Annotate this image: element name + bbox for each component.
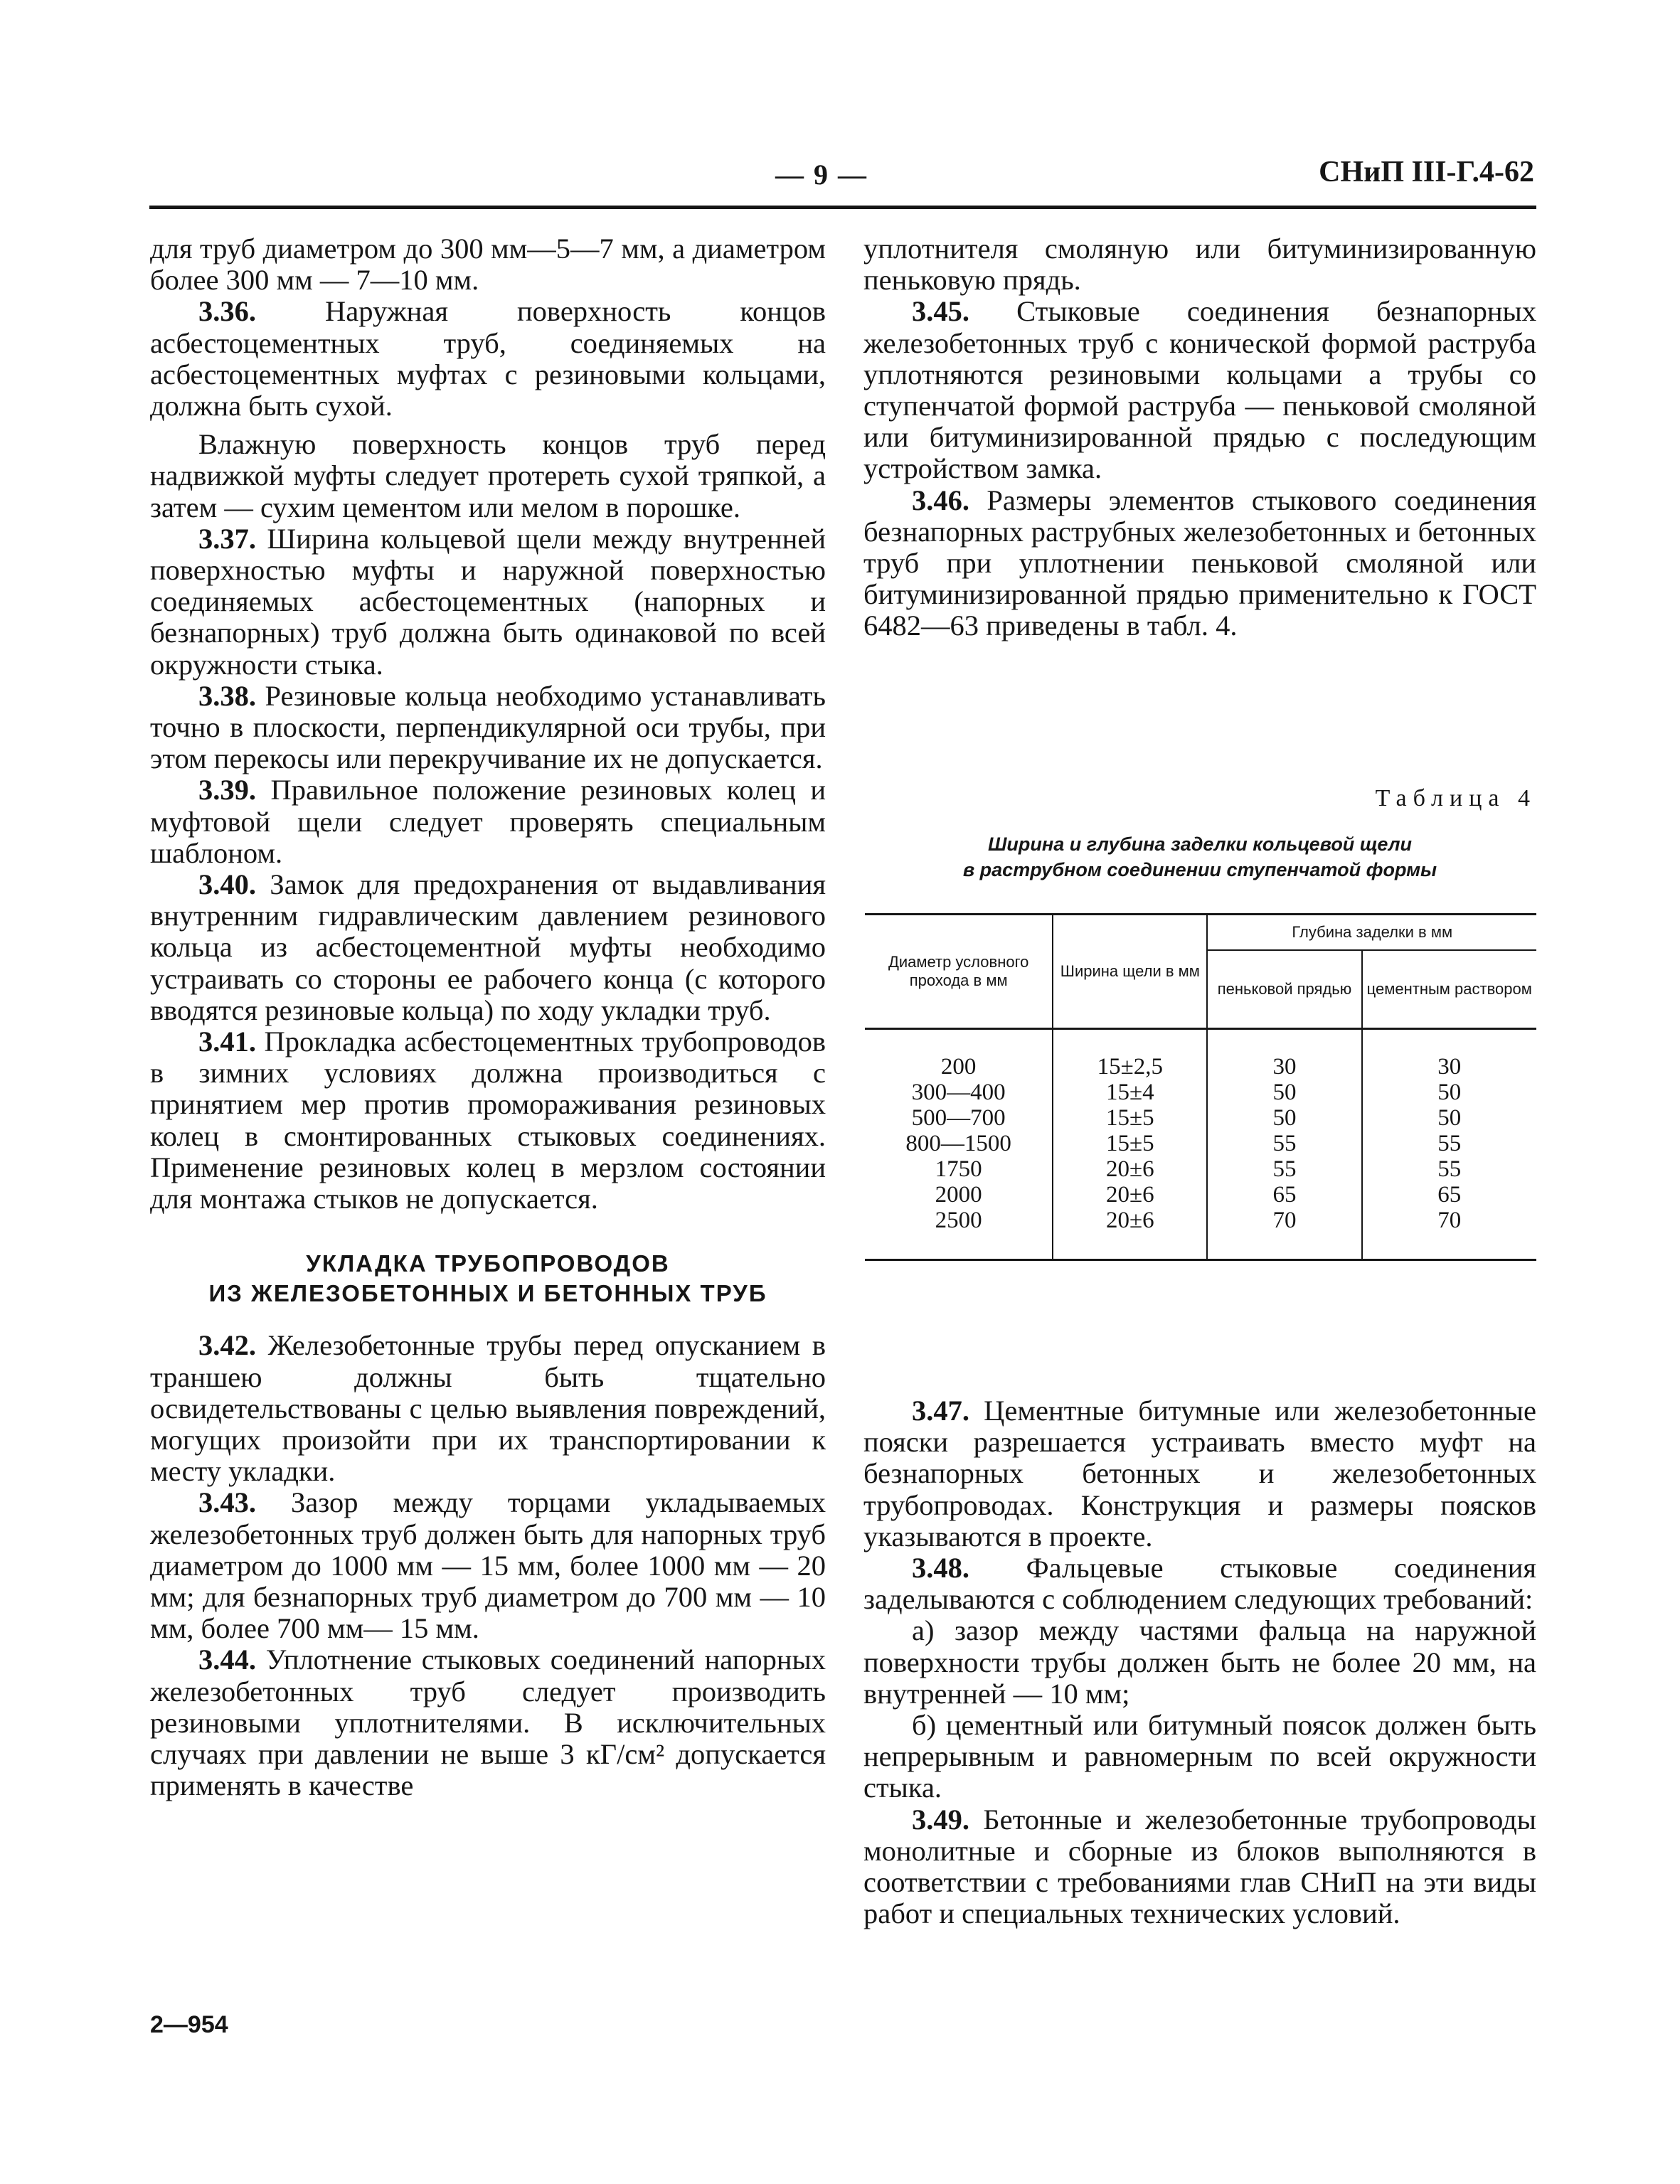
cell-hemp: 50 <box>1207 1080 1361 1105</box>
clause-text: Правильное положение резиновых колец и муфтовой щели следует проверять специальным шаблоном. <box>150 774 826 869</box>
clause-text: Бетонные и железобетонные трубопроводы монолитные и сборные из блоков выполняются в соответствии с требованиями глав СНиП на эти виды работ и специальных технических условий. <box>863 1803 1536 1930</box>
header-width: Ширина щели в мм <box>1053 915 1207 1029</box>
table-row <box>865 1105 1536 1131</box>
clause-text: Железобетонные трубы перед опусканием в траншею должны быть тщательно освидетельствованы с целью выявления повреждений, могущих произойти при их транспортировании к месту укладки. <box>150 1329 826 1488</box>
clause-3-39 <box>150 774 826 869</box>
header-hemp: пеньковой прядью <box>1207 950 1361 1029</box>
cell-diameter: 1750 <box>865 1156 1053 1182</box>
section-title-line: УКЛАДКА ТРУБОПРОВОДОВ <box>306 1250 670 1277</box>
clause-3-38 <box>150 681 826 775</box>
cell-hemp: 70 <box>1207 1208 1361 1260</box>
clause-3-44 <box>150 1644 826 1801</box>
clause-3-40 <box>150 869 826 1026</box>
cell-hemp: 50 <box>1207 1105 1361 1131</box>
clause-number: 3.48. <box>912 1552 969 1584</box>
table-caption-line: в раструбном соединении ступенчатой формы <box>962 859 1437 880</box>
cell-diameter: 500—700 <box>865 1105 1053 1131</box>
clause-text: Стыковые соединения безнапорных железобетонных труб с конической формой раструба уплотняются резиновыми кольцами а трубы со ступенчатой формой раструба — пеньковой смоляной или битуминизированной прядью с последующим устройством замка. <box>863 295 1537 485</box>
cell-cement: 50 <box>1362 1105 1536 1131</box>
table-4 <box>865 913 1536 1261</box>
clause-text: Фальцевые стыковые соединения заделываются с соблюдением следующих требований: <box>863 1552 1537 1616</box>
clause-number: 3.47. <box>912 1395 969 1427</box>
clause-number: 3.43. <box>198 1486 256 1519</box>
clause-number: 3.41. <box>198 1026 256 1058</box>
clause-3-42 <box>150 1330 826 1487</box>
cell-diameter: 2000 <box>865 1182 1053 1208</box>
clause-number: 3.46. <box>912 484 969 516</box>
cell-cement: 30 <box>1362 1029 1536 1080</box>
clause-3-43 <box>150 1487 826 1644</box>
section-title <box>150 1249 826 1309</box>
table-row <box>865 1029 1536 1080</box>
table-caption-line: Ширина и глубина заделки кольцевой щели <box>987 833 1413 855</box>
cell-hemp: 65 <box>1207 1182 1361 1208</box>
cell-cement: 55 <box>1362 1131 1536 1156</box>
clause-3-36-continuation: Влажную поверхность концов труб перед надвижкой муфты следует протереть сухой тряпкой, а затем — сухим цементом или мелом в порошке. <box>150 428 826 523</box>
clause-3-37 <box>150 523 826 681</box>
cell-hemp: 55 <box>1207 1156 1361 1182</box>
left-column <box>150 233 826 1801</box>
table-row <box>865 1131 1536 1156</box>
clause-number: 3.45. <box>912 295 969 328</box>
cell-cement: 50 <box>1362 1080 1536 1105</box>
table-label: Таблица 4 <box>1375 785 1536 811</box>
clause-number: 3.49. <box>912 1803 969 1836</box>
signature-mark: 2—954 <box>150 2011 228 2038</box>
cell-diameter: 200 <box>865 1029 1053 1080</box>
clause-number: 3.42. <box>198 1329 256 1362</box>
clause-number: 3.39. <box>198 774 256 806</box>
table-row <box>865 1182 1536 1208</box>
clause-text: Замок для предохранения от выдавливания внутренним гидравлическим давлением резинового кольца из асбестоцементной муфты необходимо устраивать со стороны ее рабочего конца (с которого вводятся резиновые кольца) по ходу укладки труб. <box>150 868 826 1026</box>
page-number: — 9 — <box>775 159 868 191</box>
cell-width: 15±2,5 <box>1053 1029 1207 1080</box>
cell-diameter: 300—400 <box>865 1080 1053 1105</box>
clause-text: Зазор между торцами укладываемых железобетонных труб должен быть для напорных труб диаметром до 1000 мм — 15 мм, более 1000 мм — 20 мм; для безнапорных труб диаметром до 700 мм — 10 мм, более 700 мм— 15 мм. <box>150 1486 826 1645</box>
clause-3-41 <box>150 1026 826 1215</box>
clause-3-48 <box>863 1552 1536 1615</box>
table-caption <box>863 831 1536 883</box>
cell-cement: 70 <box>1362 1208 1536 1260</box>
cell-width: 15±5 <box>1053 1105 1207 1131</box>
cell-diameter: 2500 <box>865 1208 1053 1260</box>
clause-3-47 <box>863 1395 1536 1552</box>
cell-width: 15±5 <box>1053 1131 1207 1156</box>
clause-number: 3.37. <box>198 522 256 555</box>
cell-width: 20±6 <box>1053 1156 1207 1182</box>
paragraph-continuation: для труб диаметром до 300 мм—5—7 мм, а диаметром более 300 мм — 7—10 мм. <box>150 233 826 297</box>
clause-text: Прокладка асбестоцементных трубопроводов в зимних условиях должна производиться с принятием мер против промораживания резиновых колец в смонтированных стыковых соединениях. Применение резиновых колец в мерзлом состоянии для монтажа стыков не допускается. <box>150 1026 826 1215</box>
cell-cement: 55 <box>1362 1156 1536 1182</box>
clause-number: 3.44. <box>198 1644 256 1676</box>
clause-text: Резиновые кольца необходимо устанавливать точно в плоскости, перпендикулярной оси трубы, при этом перекосы или перекручивание их не допускается. <box>150 679 826 775</box>
cell-width: 15±4 <box>1053 1080 1207 1105</box>
clause-number: 3.40. <box>198 868 256 901</box>
clause-text: Цементные битумные или железобетонные пояски разрешается устраивать вместо муфт на безнапорных бетонных и железобетонных трубопроводах. Конструкция и размеры поясков указываются в проекте. <box>863 1395 1536 1552</box>
table-body <box>865 1029 1536 1260</box>
header-cement: цементным раствором <box>1362 950 1536 1029</box>
document-code: СНиП III-Г.4-62 <box>1319 156 1534 188</box>
table-row <box>865 1156 1536 1182</box>
table-row <box>865 1080 1536 1105</box>
cell-width: 20±6 <box>1053 1208 1207 1260</box>
table-row <box>865 1208 1536 1260</box>
section-title-line: ИЗ ЖЕЛЕЗОБЕТОННЫХ И БЕТОННЫХ ТРУБ <box>208 1280 767 1307</box>
right-column-bottom <box>863 1395 1536 1929</box>
cell-hemp: 55 <box>1207 1131 1361 1156</box>
clause-text: Наружная поверхность концов асбестоцементных труб, соединяемых на асбестоцементных муфтах с резиновыми кольцами, должна быть сухой. <box>150 295 826 422</box>
clause-number: 3.36. <box>198 295 256 328</box>
cell-cement: 65 <box>1362 1182 1536 1208</box>
header-diameter: Диаметр условного прохода в мм <box>865 915 1053 1029</box>
clause-3-49 <box>863 1804 1536 1930</box>
cell-hemp: 30 <box>1207 1029 1361 1080</box>
clause-3-48-b: б) цементный или битумный поясок должен быть непрерывным и равномерным по всей окружности стыка. <box>863 1709 1536 1804</box>
header-depth-group: Глубина заделки в мм <box>1207 915 1536 951</box>
cell-width: 20±6 <box>1053 1182 1207 1208</box>
paragraph-continuation: уплотнителя смоляную или битуминизированную пеньковую прядь. <box>863 233 1536 297</box>
clause-text: Ширина кольцевой щели между внутренней поверхностью муфты и наружной поверхностью соединяемых асбестоцементных (напорных и безнапорных) труб должна быть одинаковой по всей окружности стыка. <box>150 522 826 681</box>
clause-text: Уплотнение стыковых соединений напорных железобетонных труб следует производить резиновыми уплотнителями. В исключительных случаях при давлении не выше 3 кГ/см² допускается применять в качестве <box>150 1644 826 1802</box>
clause-text: Размеры элементов стыкового соединения безнапорных раструбных железобетонных и бетонных труб при уплотнении пеньковой смоляной или битуминизированной прядью применительно к ГОСТ 6482—63 приведены в табл. 4. <box>863 484 1537 642</box>
clause-number: 3.38. <box>198 679 256 712</box>
header-rule <box>149 206 1536 209</box>
clause-3-36 <box>150 296 826 422</box>
cell-diameter: 800—1500 <box>865 1131 1053 1156</box>
right-column-top <box>863 233 1536 642</box>
clause-3-48-a: а) зазор между частями фальца на наружной поверхности трубы должен быть не более 20 мм, на внутренней — 10 мм; <box>863 1614 1536 1710</box>
clause-3-46 <box>863 485 1536 642</box>
clause-3-45 <box>863 296 1536 484</box>
